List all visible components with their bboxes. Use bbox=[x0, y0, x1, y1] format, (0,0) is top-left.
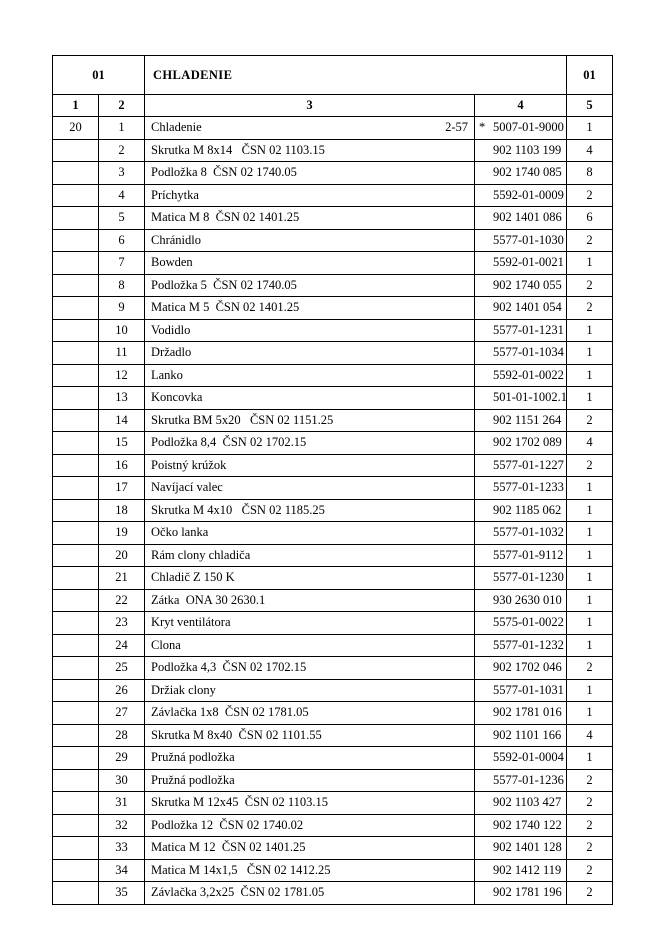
cell-plate-number bbox=[53, 387, 99, 410]
cell-item-number: 21 bbox=[99, 567, 145, 590]
table-row bbox=[53, 252, 613, 275]
cell-quantity: 1 bbox=[567, 567, 613, 590]
part-number-text: 902 1781 016 bbox=[493, 705, 562, 720]
description-text: Podložka 8 ČSN 02 1740.05 bbox=[151, 165, 297, 180]
cell-description bbox=[145, 589, 475, 612]
description-text: Skrutka M 4x10 ČSN 02 1185.25 bbox=[151, 502, 325, 517]
part-number-text: 5577-01-1034 bbox=[493, 345, 564, 360]
cell-plate-number bbox=[53, 769, 99, 792]
table-row bbox=[53, 387, 613, 410]
cell-item-number: 2 bbox=[99, 139, 145, 162]
parts-rows bbox=[53, 117, 613, 905]
column-header-3: 3 bbox=[145, 95, 475, 117]
part-number-text: 902 1412 119 bbox=[493, 862, 562, 877]
cell-description bbox=[145, 814, 475, 837]
cell-part-number bbox=[475, 837, 567, 860]
part-number-text: 902 1103 427 bbox=[493, 795, 562, 810]
description-text: Držadlo bbox=[151, 345, 192, 360]
part-number-text: 5577-01-9112 bbox=[493, 547, 564, 562]
table-row bbox=[53, 657, 613, 680]
table-row bbox=[53, 589, 613, 612]
group-code-right: 01 bbox=[567, 56, 613, 95]
cell-item-number: 32 bbox=[99, 814, 145, 837]
cell-plate-number bbox=[53, 207, 99, 230]
cell-description bbox=[145, 454, 475, 477]
part-number-text: 5577-01-1030 bbox=[493, 232, 564, 247]
cell-quantity: 1 bbox=[567, 364, 613, 387]
part-number-text: 930 2630 010 bbox=[493, 592, 562, 607]
cell-item-number: 3 bbox=[99, 162, 145, 185]
cell-part-number bbox=[475, 814, 567, 837]
table-row bbox=[53, 297, 613, 320]
part-number-text: 902 1740 055 bbox=[493, 277, 562, 292]
table-row bbox=[53, 477, 613, 500]
cell-description bbox=[145, 522, 475, 545]
cell-quantity: 6 bbox=[567, 207, 613, 230]
part-number-text: 5577-01-1232 bbox=[493, 637, 564, 652]
cell-part-number bbox=[475, 409, 567, 432]
part-number-text: 902 1740 122 bbox=[493, 817, 562, 832]
part-number-text: 902 1401 086 bbox=[493, 210, 562, 225]
table-row bbox=[53, 634, 613, 657]
column-header-4: 4 bbox=[475, 95, 567, 117]
column-header-5: 5 bbox=[567, 95, 613, 117]
cell-quantity: 1 bbox=[567, 387, 613, 410]
description-text: Skrutka BM 5x20 ČSN 02 1151.25 bbox=[151, 412, 334, 427]
part-number-text: 902 1103 199 bbox=[493, 142, 562, 157]
description-text: Pružná podložka bbox=[151, 750, 235, 765]
cell-quantity: 1 bbox=[567, 342, 613, 365]
description-text: Vodidlo bbox=[151, 322, 191, 337]
cell-part-number bbox=[475, 387, 567, 410]
cell-quantity: 2 bbox=[567, 229, 613, 252]
part-number-text: 5577-01-1031 bbox=[493, 682, 564, 697]
cell-plate-number bbox=[53, 499, 99, 522]
cell-item-number: 31 bbox=[99, 792, 145, 815]
cell-description bbox=[145, 657, 475, 680]
part-number-text: 902 1702 089 bbox=[493, 435, 562, 450]
cell-quantity: 1 bbox=[567, 544, 613, 567]
description-text: Kryt ventilátora bbox=[151, 615, 231, 630]
cell-quantity: 1 bbox=[567, 252, 613, 275]
cell-plate-number bbox=[53, 184, 99, 207]
cell-description bbox=[145, 544, 475, 567]
cell-part-number bbox=[475, 724, 567, 747]
cell-plate-number bbox=[53, 724, 99, 747]
column-header-1: 1 bbox=[53, 95, 99, 117]
column-header-2: 2 bbox=[99, 95, 145, 117]
cell-part-number bbox=[475, 792, 567, 815]
cell-description bbox=[145, 274, 475, 297]
cell-item-number: 27 bbox=[99, 702, 145, 725]
cell-description bbox=[145, 499, 475, 522]
description-text: Navíjací valec bbox=[151, 480, 223, 495]
cell-description bbox=[145, 634, 475, 657]
cell-description bbox=[145, 679, 475, 702]
cell-description bbox=[145, 477, 475, 500]
cell-part-number bbox=[475, 139, 567, 162]
cell-part-number bbox=[475, 319, 567, 342]
table-row bbox=[53, 567, 613, 590]
cell-plate-number bbox=[53, 657, 99, 680]
cell-part-number bbox=[475, 679, 567, 702]
cell-description bbox=[145, 724, 475, 747]
part-number-text: 902 1781 196 bbox=[493, 885, 562, 900]
cell-description bbox=[145, 387, 475, 410]
cell-plate-number bbox=[53, 229, 99, 252]
description-text: Skrutka M 12x45 ČSN 02 1103.15 bbox=[151, 795, 328, 810]
cell-description bbox=[145, 184, 475, 207]
cell-quantity: 1 bbox=[567, 319, 613, 342]
cell-plate-number bbox=[53, 544, 99, 567]
description-text: Podložka 5 ČSN 02 1740.05 bbox=[151, 277, 297, 292]
cell-item-number: 35 bbox=[99, 882, 145, 905]
cell-description bbox=[145, 792, 475, 815]
table-row bbox=[53, 364, 613, 387]
cell-quantity: 2 bbox=[567, 837, 613, 860]
description-text: Podložka 8,4 ČSN 02 1702.15 bbox=[151, 435, 307, 450]
cell-item-number: 23 bbox=[99, 612, 145, 635]
description-text: Chladič Z 150 K bbox=[151, 570, 235, 585]
part-number-text: 5577-01-1231 bbox=[493, 322, 564, 337]
cell-description bbox=[145, 162, 475, 185]
cell-plate-number bbox=[53, 859, 99, 882]
cell-plate-number bbox=[53, 567, 99, 590]
cell-item-number: 7 bbox=[99, 252, 145, 275]
cell-quantity: 1 bbox=[567, 589, 613, 612]
part-number-text: 5592-01-0004 bbox=[493, 750, 564, 765]
cell-part-number bbox=[475, 747, 567, 770]
cell-item-number: 19 bbox=[99, 522, 145, 545]
description-text: Chladenie bbox=[151, 120, 202, 135]
cell-part-number bbox=[475, 184, 567, 207]
part-number-text: 902 1401 128 bbox=[493, 840, 562, 855]
cell-item-number: 25 bbox=[99, 657, 145, 680]
cell-quantity: 1 bbox=[567, 679, 613, 702]
part-number-text: 5577-01-1032 bbox=[493, 525, 564, 540]
description-text: Koncovka bbox=[151, 390, 203, 405]
part-number-text: 5577-01-1227 bbox=[493, 457, 564, 472]
description-text: Príchytka bbox=[151, 187, 199, 202]
description-text: Rám clony chladiča bbox=[151, 547, 251, 562]
cell-plate-number bbox=[53, 342, 99, 365]
cell-plate-number bbox=[53, 409, 99, 432]
cell-quantity: 1 bbox=[567, 522, 613, 545]
cell-plate-number bbox=[53, 162, 99, 185]
cell-quantity: 1 bbox=[567, 477, 613, 500]
cell-item-number: 30 bbox=[99, 769, 145, 792]
cell-part-number bbox=[475, 274, 567, 297]
cell-description bbox=[145, 432, 475, 455]
cell-item-number: 20 bbox=[99, 544, 145, 567]
cell-part-number bbox=[475, 882, 567, 905]
cell-plate-number bbox=[53, 297, 99, 320]
cell-plate-number bbox=[53, 477, 99, 500]
cell-part-number bbox=[475, 634, 567, 657]
cell-description bbox=[145, 342, 475, 365]
cell-part-number bbox=[475, 702, 567, 725]
description-text: Očko lanka bbox=[151, 525, 209, 540]
cell-part-number bbox=[475, 162, 567, 185]
table-row bbox=[53, 454, 613, 477]
table-row bbox=[53, 769, 613, 792]
description-text: Matica M 14x1,5 ČSN 02 1412.25 bbox=[151, 862, 331, 877]
cell-description bbox=[145, 207, 475, 230]
cell-quantity: 2 bbox=[567, 882, 613, 905]
description-text: Závlačka 1x8 ČSN 02 1781.05 bbox=[151, 705, 309, 720]
description-text: Chránidlo bbox=[151, 232, 201, 247]
cell-part-number bbox=[475, 499, 567, 522]
cell-plate-number bbox=[53, 882, 99, 905]
cell-item-number: 29 bbox=[99, 747, 145, 770]
cell-description bbox=[145, 117, 475, 140]
cell-description bbox=[145, 567, 475, 590]
cell-quantity: 2 bbox=[567, 297, 613, 320]
cell-plate-number bbox=[53, 634, 99, 657]
parts-catalog-page bbox=[52, 55, 612, 905]
group-title: CHLADENIE bbox=[145, 56, 567, 95]
cell-quantity: 8 bbox=[567, 162, 613, 185]
part-number-text: 5592-01-0022 bbox=[493, 367, 564, 382]
cell-quantity: 1 bbox=[567, 702, 613, 725]
group-code-left: 01 bbox=[53, 56, 145, 95]
description-text: Podložka 4,3 ČSN 02 1702.15 bbox=[151, 660, 307, 675]
table-row bbox=[53, 432, 613, 455]
cell-item-number: 11 bbox=[99, 342, 145, 365]
cell-plate-number bbox=[53, 432, 99, 455]
description-text: Bowden bbox=[151, 255, 193, 270]
cell-part-number bbox=[475, 544, 567, 567]
cell-description bbox=[145, 837, 475, 860]
cell-quantity: 2 bbox=[567, 409, 613, 432]
description-text: Matica M 5 ČSN 02 1401.25 bbox=[151, 300, 300, 315]
description-text: Pružná podložka bbox=[151, 772, 235, 787]
cell-description bbox=[145, 319, 475, 342]
cell-item-number: 13 bbox=[99, 387, 145, 410]
description-text: Poistný krúžok bbox=[151, 457, 227, 472]
part-number-text: 5575-01-0022 bbox=[493, 615, 564, 630]
cell-part-number bbox=[475, 612, 567, 635]
part-number-text: 5592-01-0009 bbox=[493, 187, 564, 202]
part-number-text: 902 1702 046 bbox=[493, 660, 562, 675]
table-row bbox=[53, 117, 613, 140]
description-text: Skrutka M 8x14 ČSN 02 1103.15 bbox=[151, 142, 325, 157]
part-number-text: 501-01-1002.1 bbox=[493, 390, 567, 405]
cell-part-number bbox=[475, 769, 567, 792]
cell-quantity: 2 bbox=[567, 184, 613, 207]
description-reference: 2-57 bbox=[445, 120, 468, 135]
cell-plate-number bbox=[53, 612, 99, 635]
column-header-row bbox=[53, 95, 613, 117]
cell-plate-number bbox=[53, 454, 99, 477]
cell-item-number: 4 bbox=[99, 184, 145, 207]
cell-plate-number bbox=[53, 837, 99, 860]
cell-part-number bbox=[475, 229, 567, 252]
cell-part-number bbox=[475, 432, 567, 455]
cell-item-number: 14 bbox=[99, 409, 145, 432]
cell-part-number bbox=[475, 252, 567, 275]
cell-quantity: 1 bbox=[567, 634, 613, 657]
table-row bbox=[53, 207, 613, 230]
table-row bbox=[53, 792, 613, 815]
cell-quantity: 1 bbox=[567, 499, 613, 522]
cell-quantity: 4 bbox=[567, 724, 613, 747]
description-text: Závlačka 3,2x25 ČSN 02 1781.05 bbox=[151, 885, 325, 900]
cell-quantity: 4 bbox=[567, 432, 613, 455]
table-row bbox=[53, 612, 613, 635]
table-row bbox=[53, 544, 613, 567]
cell-quantity: 2 bbox=[567, 274, 613, 297]
cell-item-number: 15 bbox=[99, 432, 145, 455]
table-row bbox=[53, 837, 613, 860]
cell-plate-number: 20 bbox=[53, 117, 99, 140]
cell-item-number: 10 bbox=[99, 319, 145, 342]
parts-table bbox=[52, 55, 613, 905]
table-row bbox=[53, 522, 613, 545]
part-number-text: 5007-01-9000 bbox=[493, 120, 564, 135]
cell-item-number: 17 bbox=[99, 477, 145, 500]
table-row bbox=[53, 882, 613, 905]
part-number-text: 5592-01-0021 bbox=[493, 255, 564, 270]
cell-plate-number bbox=[53, 364, 99, 387]
table-row bbox=[53, 184, 613, 207]
cell-item-number: 16 bbox=[99, 454, 145, 477]
cell-item-number: 18 bbox=[99, 499, 145, 522]
cell-plate-number bbox=[53, 139, 99, 162]
table-row bbox=[53, 139, 613, 162]
table-row bbox=[53, 162, 613, 185]
description-text: Držiak clony bbox=[151, 682, 216, 697]
cell-plate-number bbox=[53, 522, 99, 545]
cell-part-number bbox=[475, 297, 567, 320]
cell-item-number: 1 bbox=[99, 117, 145, 140]
cell-plate-number bbox=[53, 252, 99, 275]
cell-plate-number bbox=[53, 747, 99, 770]
table-row bbox=[53, 702, 613, 725]
cell-part-number bbox=[475, 342, 567, 365]
cell-plate-number bbox=[53, 319, 99, 342]
cell-part-number bbox=[475, 477, 567, 500]
table-row bbox=[53, 859, 613, 882]
table-row bbox=[53, 342, 613, 365]
cell-description bbox=[145, 409, 475, 432]
cell-quantity: 2 bbox=[567, 769, 613, 792]
description-text: Podložka 12 ČSN 02 1740.02 bbox=[151, 817, 304, 832]
cell-quantity: 1 bbox=[567, 747, 613, 770]
cell-quantity: 4 bbox=[567, 139, 613, 162]
cell-part-number bbox=[475, 522, 567, 545]
description-text: Zátka ONA 30 2630.1 bbox=[151, 592, 266, 607]
cell-item-number: 8 bbox=[99, 274, 145, 297]
part-number-text: 5577-01-1236 bbox=[493, 772, 564, 787]
cell-plate-number bbox=[53, 792, 99, 815]
table-row bbox=[53, 814, 613, 837]
cell-part-number bbox=[475, 207, 567, 230]
cell-quantity: 2 bbox=[567, 454, 613, 477]
cell-item-number: 6 bbox=[99, 229, 145, 252]
cell-description bbox=[145, 859, 475, 882]
cell-item-number: 24 bbox=[99, 634, 145, 657]
cell-item-number: 34 bbox=[99, 859, 145, 882]
cell-part-number bbox=[475, 657, 567, 680]
description-text: Lanko bbox=[151, 367, 183, 382]
cell-part-number bbox=[475, 589, 567, 612]
cell-description bbox=[145, 882, 475, 905]
cell-description bbox=[145, 364, 475, 387]
part-number-text: 902 1101 166 bbox=[493, 727, 562, 742]
cell-quantity: 2 bbox=[567, 792, 613, 815]
description-text: Matica M 12 ČSN 02 1401.25 bbox=[151, 840, 306, 855]
cell-description bbox=[145, 252, 475, 275]
cell-quantity: 2 bbox=[567, 814, 613, 837]
table-row bbox=[53, 724, 613, 747]
table-row bbox=[53, 499, 613, 522]
cell-description bbox=[145, 769, 475, 792]
cell-plate-number bbox=[53, 814, 99, 837]
cell-quantity: 1 bbox=[567, 117, 613, 140]
cell-description bbox=[145, 139, 475, 162]
table-row bbox=[53, 409, 613, 432]
part-number-text: 902 1185 062 bbox=[493, 502, 562, 517]
cell-part-number bbox=[475, 859, 567, 882]
cell-part-number bbox=[475, 567, 567, 590]
cell-plate-number bbox=[53, 274, 99, 297]
cell-part-number bbox=[475, 364, 567, 387]
cell-description bbox=[145, 702, 475, 725]
cell-item-number: 33 bbox=[99, 837, 145, 860]
asterisk-mark: * bbox=[479, 120, 486, 135]
part-number-text: 902 1151 264 bbox=[493, 412, 562, 427]
cell-item-number: 9 bbox=[99, 297, 145, 320]
cell-plate-number bbox=[53, 679, 99, 702]
cell-description bbox=[145, 229, 475, 252]
description-text: Skrutka M 8x40 ČSN 02 1101.55 bbox=[151, 727, 322, 742]
table-row bbox=[53, 679, 613, 702]
cell-item-number: 12 bbox=[99, 364, 145, 387]
part-number-text: 902 1740 085 bbox=[493, 165, 562, 180]
part-number-text: 5577-01-1233 bbox=[493, 480, 564, 495]
cell-quantity: 2 bbox=[567, 859, 613, 882]
cell-description bbox=[145, 297, 475, 320]
table-row bbox=[53, 274, 613, 297]
description-text: Matica M 8 ČSN 02 1401.25 bbox=[151, 210, 300, 225]
cell-plate-number bbox=[53, 589, 99, 612]
table-row bbox=[53, 747, 613, 770]
description-text: Clona bbox=[151, 637, 181, 652]
table-row bbox=[53, 229, 613, 252]
cell-part-number bbox=[475, 454, 567, 477]
cell-item-number: 5 bbox=[99, 207, 145, 230]
cell-part-number bbox=[475, 117, 567, 140]
cell-item-number: 28 bbox=[99, 724, 145, 747]
cell-quantity: 1 bbox=[567, 612, 613, 635]
cell-quantity: 2 bbox=[567, 657, 613, 680]
cell-plate-number bbox=[53, 702, 99, 725]
cell-item-number: 26 bbox=[99, 679, 145, 702]
group-title-row bbox=[53, 56, 613, 95]
part-number-text: 902 1401 054 bbox=[493, 300, 562, 315]
cell-description bbox=[145, 612, 475, 635]
part-number-text: 5577-01-1230 bbox=[493, 570, 564, 585]
table-row bbox=[53, 319, 613, 342]
cell-item-number: 22 bbox=[99, 589, 145, 612]
cell-description bbox=[145, 747, 475, 770]
